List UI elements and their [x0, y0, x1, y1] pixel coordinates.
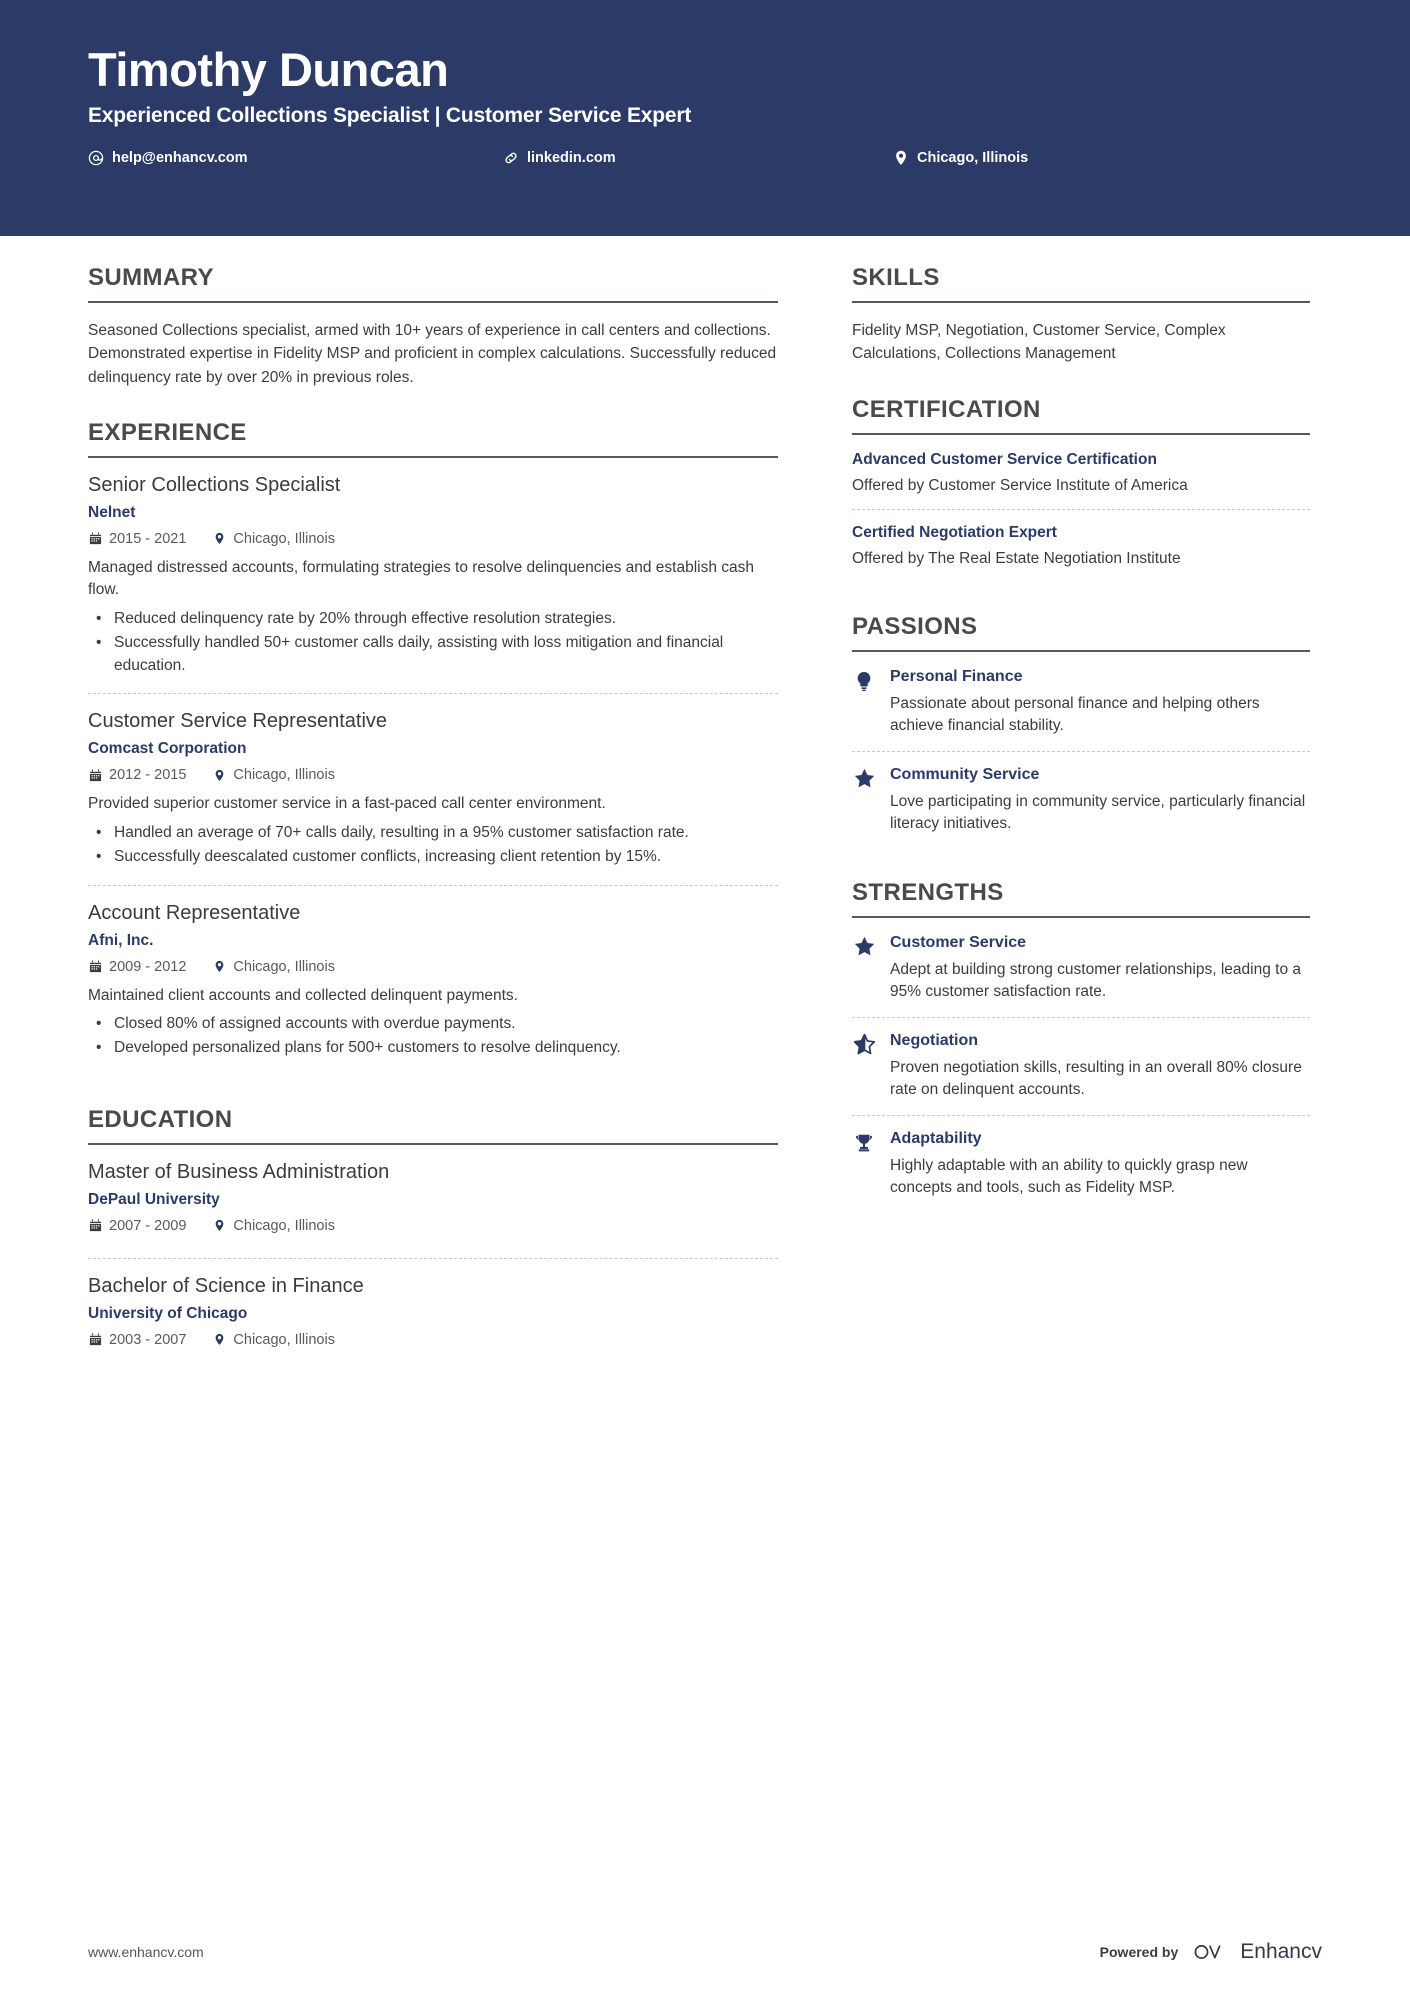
experience-location-text: Chicago, Illinois — [233, 958, 335, 975]
link-icon — [503, 150, 519, 166]
experience-entry — [88, 474, 778, 694]
list-item: • Reduced delinquency rate by 20% through effective resolution strategies. — [88, 608, 778, 630]
education-location-text: Chicago, Illinois — [233, 1331, 335, 1348]
calendar-icon — [88, 960, 102, 974]
experience-meta — [88, 767, 778, 783]
strengths-entry-desc: Proven negotiation skills, resulting in an overall 80% closure rate on delinquent accounts. — [890, 1058, 1302, 1099]
calendar-icon — [88, 1333, 102, 1347]
strengths-entry — [852, 1032, 1310, 1116]
certification-title: Advanced Customer Service Certification — [852, 450, 1157, 468]
experience-description: Managed distressed accounts, formulating strategies to resolve delinquencies and establish cash flow. — [88, 558, 755, 599]
education-school: University of Chicago — [88, 1304, 248, 1322]
strengths-section — [852, 879, 1310, 1213]
experience-description: Provided superior customer service in a fast-paced call center environment. — [88, 795, 606, 813]
experience-location — [212, 531, 335, 547]
enhancv-brand-text: Enhancv — [1240, 1940, 1322, 1963]
strengths-entry-title: Adaptability — [890, 1129, 982, 1147]
education-entry — [88, 1275, 778, 1372]
location-pin-icon — [212, 532, 226, 546]
experience-entry — [88, 902, 778, 1076]
experience-location — [212, 959, 335, 975]
location-pin-icon — [212, 960, 226, 974]
lightbulb-icon — [852, 669, 876, 693]
strengths-entry — [852, 1130, 1310, 1213]
right-column — [852, 264, 1310, 1402]
education-school: DePaul University — [88, 1190, 220, 1208]
contact-email[interactable] — [88, 150, 503, 166]
resume-header — [0, 0, 1410, 236]
contact-linkedin-text: linkedin.com — [527, 149, 616, 166]
education-location-text: Chicago, Illinois — [233, 1217, 335, 1234]
strengths-entry — [852, 934, 1310, 1018]
trophy-icon — [852, 1131, 876, 1155]
experience-location-text: Chicago, Illinois — [233, 767, 335, 784]
certification-heading: CERTIFICATION — [852, 396, 1310, 435]
skills-heading: SKILLS — [852, 264, 1310, 303]
footer-website[interactable]: www.enhancv.com — [88, 1944, 204, 1960]
experience-dates-text: 2009 - 2012 — [109, 958, 187, 975]
certification-title: Certified Negotiation Expert — [852, 524, 1057, 542]
passions-entry — [852, 668, 1310, 752]
education-degree: Master of Business Administration — [88, 1160, 390, 1183]
certification-entry — [852, 451, 1310, 511]
contact-location-text: Chicago, Illinois — [917, 149, 1029, 166]
powered-by-label: Powered by — [1099, 1944, 1179, 1960]
location-pin-icon — [212, 768, 226, 782]
skills-section — [852, 264, 1310, 366]
education-meta — [88, 1332, 778, 1348]
strengths-entry-body — [890, 934, 1310, 1004]
education-heading: EDUCATION — [88, 1106, 778, 1145]
half-star-icon — [852, 1033, 876, 1057]
education-dates-text: 2003 - 2007 — [109, 1331, 187, 1348]
experience-dates — [88, 959, 186, 975]
education-dates — [88, 1332, 186, 1348]
passions-entry-desc: Love participating in community service, particularly financial literacy initiatives. — [890, 792, 1306, 833]
education-entry — [88, 1161, 778, 1259]
list-item: • Successfully deescalated customer conflicts, increasing client retention by 15%. — [88, 846, 778, 868]
certification-issuer: Offered by Customer Service Institute of America — [852, 476, 1188, 494]
education-location — [212, 1332, 335, 1348]
experience-bullets — [88, 608, 778, 677]
passions-entry-title: Personal Finance — [890, 667, 1023, 685]
experience-section — [88, 419, 778, 1076]
experience-bullets — [88, 822, 778, 869]
contact-location — [893, 150, 1193, 166]
calendar-icon — [88, 532, 102, 546]
location-pin-icon — [212, 1333, 226, 1347]
location-pin-icon — [893, 150, 909, 166]
passions-entry-body — [890, 668, 1310, 738]
education-meta — [88, 1218, 778, 1234]
strengths-entry-desc: Adept at building strong customer relationships, leading to a 95% customer satisfaction rate. — [890, 960, 1301, 1001]
experience-company: Comcast Corporation — [88, 740, 247, 758]
summary-section — [88, 264, 778, 389]
footer-brand-area — [1100, 1940, 1322, 1964]
experience-dates-text: 2012 - 2015 — [109, 767, 187, 784]
education-location — [212, 1218, 335, 1234]
strengths-entry-title: Customer Service — [890, 933, 1027, 951]
skills-text: Fidelity MSP, Negotiation, Customer Service, Complex Calculations, Collections Management — [852, 322, 1226, 363]
experience-description: Maintained client accounts and collected delinquent payments. — [88, 986, 518, 1004]
education-degree: Bachelor of Science in Finance — [88, 1274, 364, 1297]
calendar-icon — [88, 768, 102, 782]
location-pin-icon — [212, 1219, 226, 1233]
left-column — [88, 264, 778, 1402]
list-item: • Developed personalized plans for 500+ customers to resolve delinquency. — [88, 1037, 778, 1059]
resume-body — [0, 236, 1410, 1402]
experience-dates — [88, 767, 186, 783]
experience-dates-text: 2015 - 2021 — [109, 530, 187, 547]
star-icon — [852, 767, 876, 791]
strengths-entry-body — [890, 1032, 1310, 1102]
passions-entry-desc: Passionate about personal finance and helping others achieve financial stability. — [890, 694, 1260, 735]
experience-job-title: Senior Collections Specialist — [88, 473, 341, 496]
education-dates — [88, 1218, 186, 1234]
experience-location — [212, 767, 335, 783]
strengths-entry-body — [890, 1130, 1310, 1200]
education-dates-text: 2007 - 2009 — [109, 1217, 187, 1234]
certification-entry — [852, 524, 1310, 583]
list-item: • Closed 80% of assigned accounts with overdue payments. — [88, 1013, 778, 1035]
page-title: Timothy Duncan — [88, 43, 449, 96]
certification-issuer: Offered by The Real Estate Negotiation Institute — [852, 550, 1181, 568]
contact-email-text: help@enhancv.com — [112, 149, 248, 166]
passions-section — [852, 613, 1310, 849]
passions-heading: PASSIONS — [852, 613, 1310, 652]
experience-job-title: Account Representative — [88, 901, 301, 924]
strengths-entry-title: Negotiation — [890, 1031, 978, 1049]
email-icon — [88, 150, 104, 166]
enhancv-logo — [1191, 1940, 1322, 1964]
list-item: • Successfully handled 50+ customer calls daily, assisting with loss mitigation and financial education. — [88, 632, 778, 677]
summary-heading: SUMMARY — [88, 264, 778, 303]
experience-entry — [88, 710, 778, 885]
strengths-entry-desc: Highly adaptable with an ability to quickly grasp new concepts and tools, such as Fidelity MSP. — [890, 1156, 1248, 1197]
experience-meta — [88, 959, 778, 975]
passions-entry — [852, 766, 1310, 849]
passions-entry-body — [890, 766, 1310, 836]
page-footer — [0, 1909, 1410, 1995]
education-section — [88, 1106, 778, 1372]
experience-meta — [88, 531, 778, 547]
experience-job-title: Customer Service Representative — [88, 710, 388, 733]
experience-company: Afni, Inc. — [88, 931, 154, 949]
experience-heading: EXPERIENCE — [88, 419, 778, 458]
star-icon — [852, 935, 876, 959]
certification-section — [852, 396, 1310, 583]
strengths-heading: STRENGTHS — [852, 879, 1310, 918]
experience-location-text: Chicago, Illinois — [233, 530, 335, 547]
contact-linkedin[interactable] — [503, 150, 893, 166]
experience-bullets — [88, 1013, 778, 1060]
experience-company: Nelnet — [88, 503, 136, 521]
experience-dates — [88, 531, 186, 547]
header-subtitle: Experienced Collections Specialist | Customer Service Expert — [88, 103, 692, 127]
contact-row — [88, 150, 1322, 166]
calendar-icon — [88, 1219, 102, 1233]
summary-text: Seasoned Collections specialist, armed with 10+ years of experience in call centers and collections. Demonstrated expertise in Fidelity MSP and proficient in complex calculations. Successfully reduced delinquency rate by over 20% in previous roles. — [88, 322, 777, 386]
list-item: • Handled an average of 70+ calls daily, resulting in a 95% customer satisfaction rate. — [88, 822, 778, 844]
passions-entry-title: Community Service — [890, 765, 1040, 783]
